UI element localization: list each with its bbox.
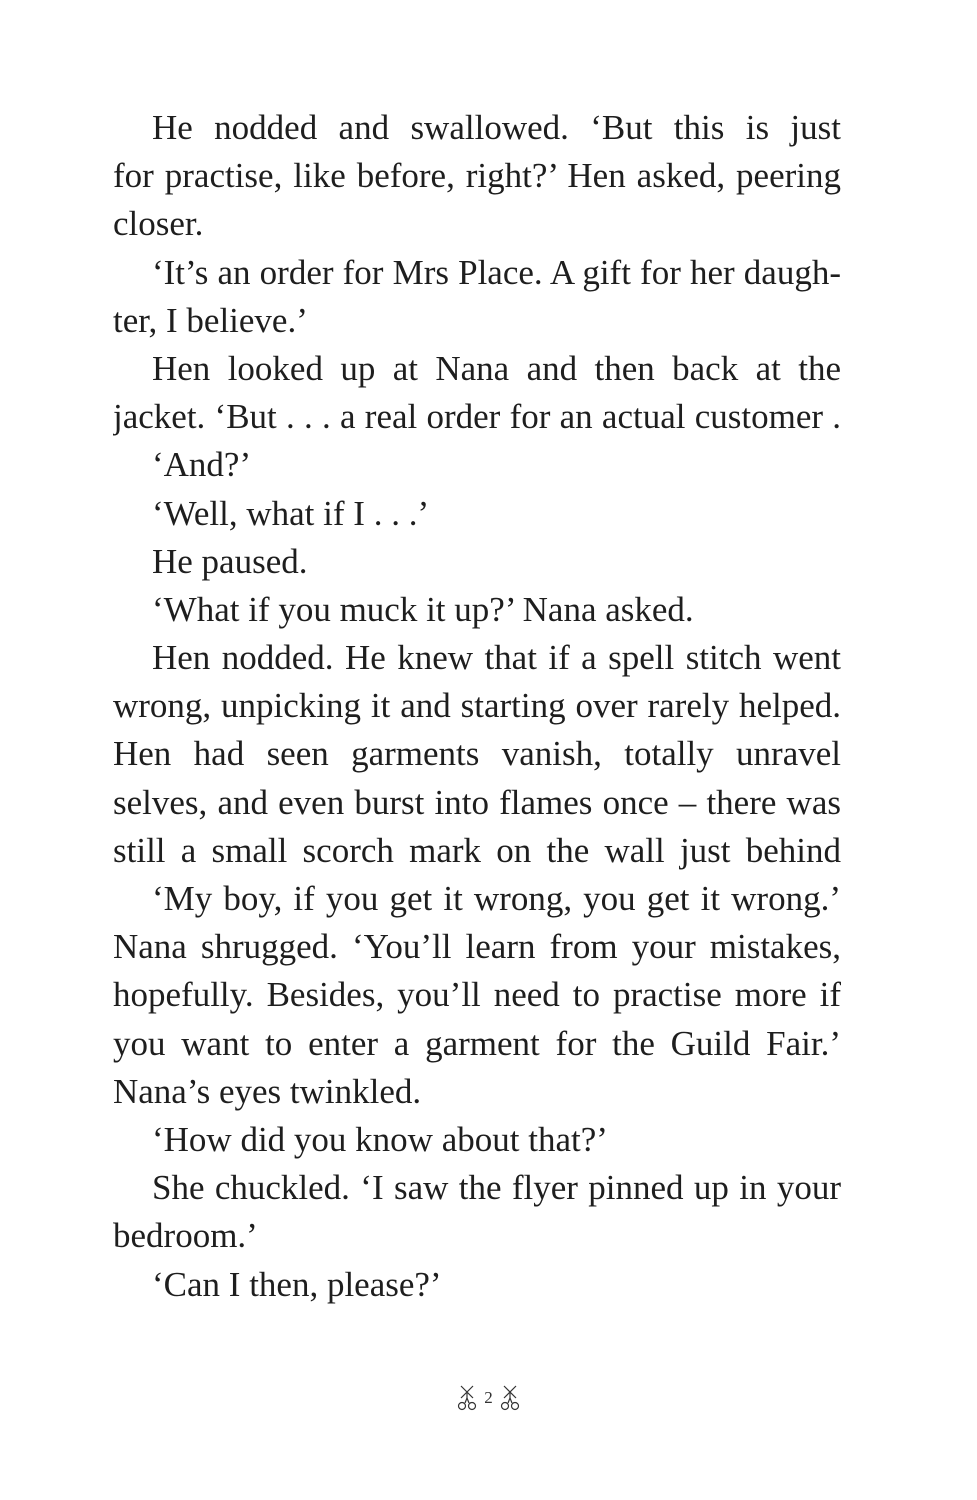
text-line: hopefully. Besides, you’ll need to practise more if	[113, 975, 841, 1015]
text-line: Hen nodded. He knew that if a spell stitch went	[152, 638, 841, 678]
text-line: jacket. ‘But . . . a real order for an actual customer .	[113, 397, 841, 437]
text-line: She chuckled. ‘I saw the flyer pinned up in your	[152, 1168, 841, 1208]
scissors-ornament-icon	[500, 1384, 520, 1419]
text-line: ‘Can I then, please?’	[152, 1264, 442, 1304]
text-line: ‘Well, what if I . . .’	[152, 493, 430, 533]
text-line: ‘My boy, if you get it wrong, you get it wrong.’	[152, 879, 841, 918]
text-line: wrong, unpicking it and starting over rarely helped.	[113, 686, 841, 726]
text-line: closer.	[113, 204, 204, 244]
text-line: Hen looked up at Nana and then back at the	[152, 348, 841, 388]
text-line: He paused.	[152, 541, 308, 581]
text-line: ‘It’s an order for Mrs Place. A gift for her daugh-	[152, 252, 841, 292]
text-line: you want to enter a garment for the Guild Fair.’	[113, 1023, 841, 1063]
text-line: ‘And?’	[152, 445, 252, 485]
text-line: ‘How did you know about that?’	[152, 1119, 608, 1159]
page-number: 2	[484, 1387, 493, 1407]
text-line: bedroom.’	[113, 1216, 258, 1256]
text-line: selves, and even burst into flames once – there was	[113, 782, 841, 822]
text-line: Nana shrugged. ‘You’ll learn from your mistakes,	[113, 927, 841, 967]
text-line: Nana’s eyes twinkled.	[113, 1071, 422, 1111]
page-body	[113, 104, 841, 1309]
text-line: ter, I believe.’	[113, 300, 308, 340]
text-line: He nodded and swallowed. ‘But this is just	[152, 108, 841, 147]
scissors-ornament-icon	[457, 1384, 477, 1419]
text-line: still a small scorch mark on the wall just behind	[113, 830, 841, 870]
text-line: ‘What if you muck it up?’ Nana asked.	[152, 589, 694, 629]
page-folio	[0, 1384, 977, 1419]
text-line: for practise, like before, right?’ Hen asked, peering	[113, 156, 841, 196]
text-line: Hen had seen garments vanish, totally unravel	[113, 734, 841, 774]
